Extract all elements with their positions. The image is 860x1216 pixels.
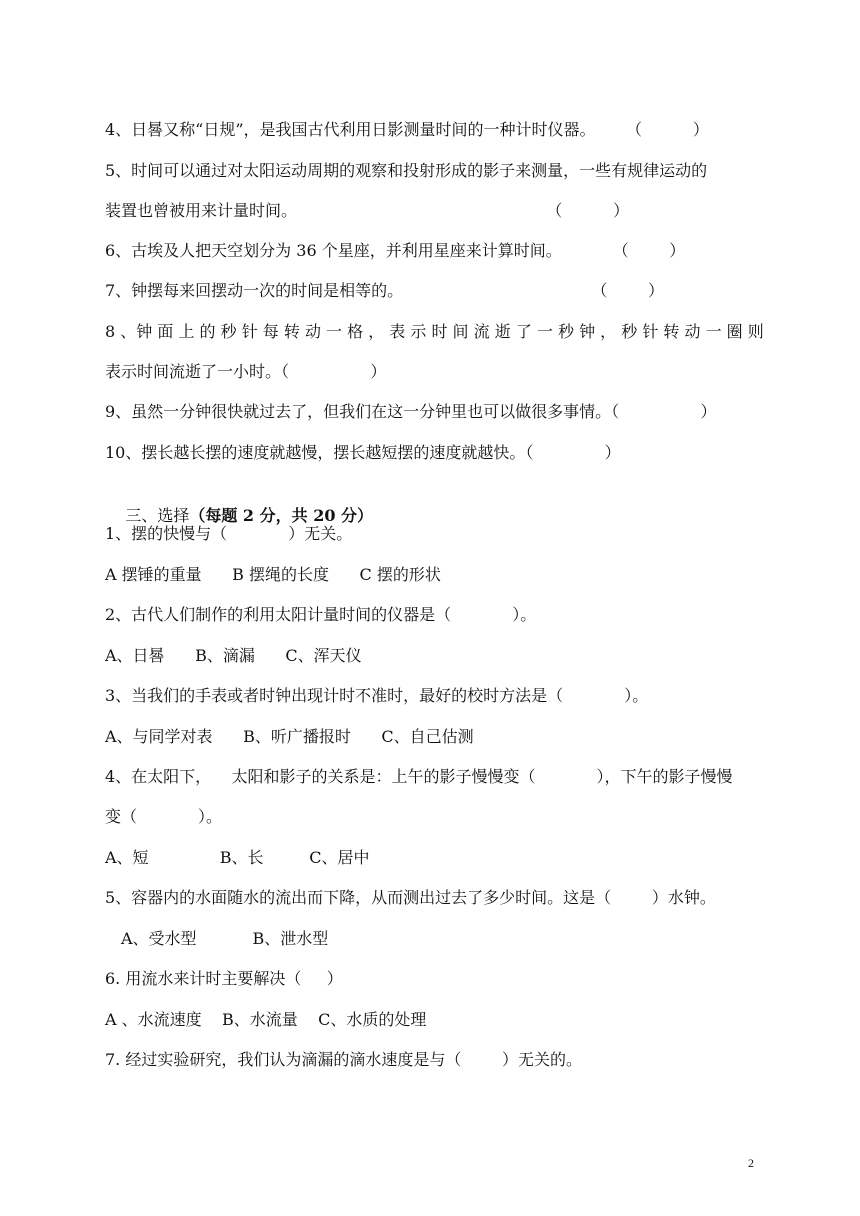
judgement-q6: 6、古埃及人把天空划分为 36 个星座，并利用星座来计算时间。 （ ） xyxy=(105,241,686,260)
choice-q6: 6. 用流水来计时主要解决（ ） xyxy=(105,969,343,988)
judgement-q5-line2: 装置也曾被用来计量时间。 （ ） xyxy=(105,201,630,220)
judgement-q8-line1: 8 、钟 面 上 的 秒 针 每 转 动 一 格 ， 表 示 时 间 流 逝 了 一 秒 钟 ， 秒 针 转 动 一 圈 则 xyxy=(105,322,764,341)
section-heading-score: （每题 2 分，共 20 分） xyxy=(189,506,374,525)
choice-q3-options: A、与同学对表 B、听广播报时 C、自己估测 xyxy=(105,727,474,746)
choice-q7: 7. 经过实验研究，我们认为滴漏的滴水速度是与（ ）无关的。 xyxy=(105,1050,583,1069)
choice-q4-line1: 4、在太阳下， 太阳和影子的关系是：上午的影子慢慢变（ ），下午的影子慢慢 xyxy=(105,767,733,786)
choice-q1: 1、摆的快慢与（ ）无关。 xyxy=(105,524,353,543)
choice-q5: 5、容器内的水面随水的流出而下降，从而测出过去了多少时间。这是（ ）水钟。 xyxy=(105,888,716,907)
judgement-q10: 10、摆长越长摆的速度就越慢，摆长越短摆的速度就越快。（ ） xyxy=(105,443,621,462)
judgement-q8-line2: 表示时间流逝了一小时。（ ） xyxy=(105,362,387,381)
choice-q3: 3、当我们的手表或者时钟出现计时不准时，最好的校时方法是（ ）。 xyxy=(105,686,649,705)
choice-q6-options: A 、水流速度 B、水流量 C、水质的处理 xyxy=(105,1010,427,1029)
judgement-q9: 9、虽然一分钟很快就过去了，但我们在这一分钟里也可以做很多事情。（ ） xyxy=(105,402,717,421)
judgement-q4: 4、日晷又称“日规”，是我国古代利用日影测量时间的一种计时仪器。 （ ） xyxy=(105,120,709,139)
choice-q2: 2、古代人们制作的利用太阳计量时间的仪器是（ ）。 xyxy=(105,605,537,624)
section-heading-title: 三、选择 xyxy=(125,506,190,525)
judgement-q7: 7、钟摆每来回摆动一次的时间是相等的。 （ ） xyxy=(105,281,665,300)
judgement-q5-line1: 5、时间可以通过对太阳运动周期的观察和投射形成的影子来测量，一些有规律运动的 xyxy=(105,161,708,180)
choice-q5-options: A、受水型 B、泄水型 xyxy=(121,929,329,948)
choice-q2-options: A、日晷 B、滴漏 C、浑天仪 xyxy=(105,646,362,665)
choice-q1-options: A 摆锤的重量 B 摆绳的长度 C 摆的形状 xyxy=(105,565,441,584)
page-number: 2 xyxy=(748,1156,754,1170)
choice-q4-line2: 变（ ）。 xyxy=(105,807,223,826)
choice-q4-options: A、短 B、长 C、居中 xyxy=(105,848,370,867)
